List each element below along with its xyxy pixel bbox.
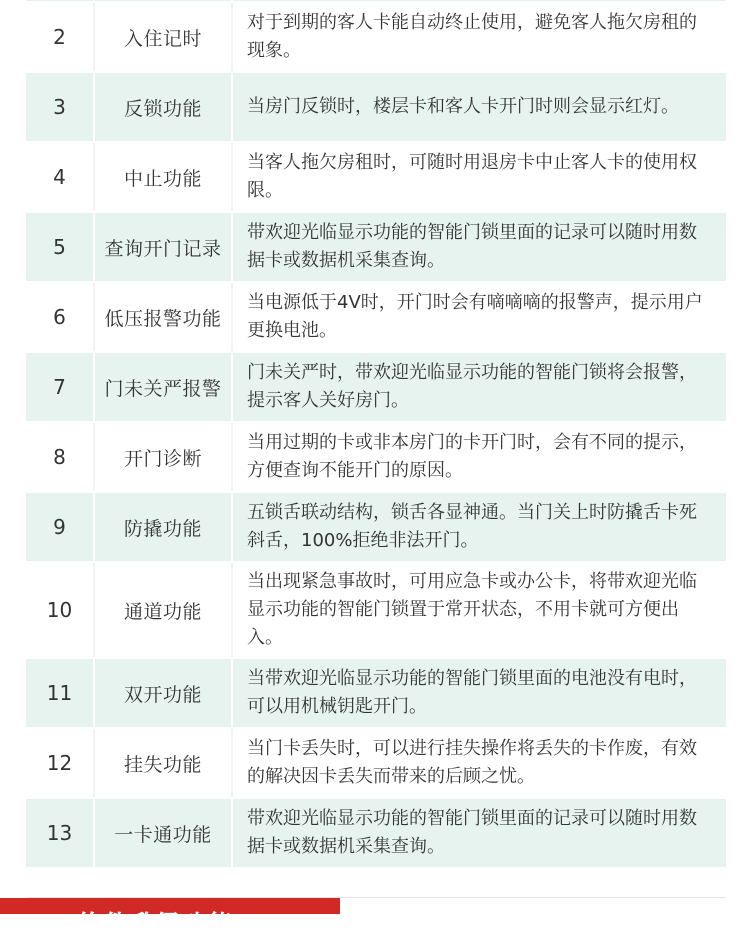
- feature-name: 入住记时: [95, 3, 233, 71]
- feature-name: 双开功能: [95, 659, 233, 727]
- table-row: [26, 563, 726, 659]
- table-row: [26, 659, 726, 729]
- feature-name: 查询开门记录: [95, 213, 233, 281]
- feature-name: 低压报警功能: [95, 283, 233, 351]
- table-row: [26, 283, 726, 353]
- row-number: 11: [26, 659, 95, 727]
- feature-description: [233, 0, 726, 1]
- feature-description: 对于到期的客人卡能自动终止使用，避免客人拖欠房租的现象。: [247, 12, 697, 61]
- feature-description: 当用过期的卡或非本房门的卡开门时，会有不同的提示，方便查询不能开门的原因。: [247, 432, 697, 481]
- feature-description: 门未关严时，带欢迎光临显示功能的智能门锁将会报警，提示客人关好房门。: [247, 362, 697, 411]
- table-row: [26, 423, 726, 493]
- feature-name: 反锁功能: [95, 73, 233, 141]
- feature-description: 五锁舌联动结构，锁舌各显神通。当门关上时防撬舌卡死斜舌，100%拒绝非法开门。: [247, 502, 697, 551]
- feature-name: 开门诊断: [95, 423, 233, 491]
- feature-name: 防撬功能: [95, 493, 233, 561]
- table-row: [26, 213, 726, 283]
- table-row: [26, 799, 726, 869]
- row-number: 8: [26, 423, 95, 491]
- feature-description: 带欢迎光临显示功能的智能门锁里面的记录可以随时用数据卡或数据机采集查询。: [247, 222, 697, 271]
- row-number: 12: [26, 729, 95, 797]
- row-number: 6: [26, 283, 95, 351]
- feature-description: 当电源低于4V时，开门时会有嘀嘀嘀的报警声，提示用户更换电池。: [247, 292, 703, 341]
- feature-description: 当客人拖欠房租时，可随时用退房卡中止客人卡的使用权限。: [247, 152, 697, 201]
- row-number: [26, 0, 95, 1]
- table-row: [26, 493, 726, 563]
- row-number: 9: [26, 493, 95, 561]
- feature-description: 带欢迎光临显示功能的智能门锁里面的记录可以随时用数据卡或数据机采集查询。: [247, 808, 697, 857]
- row-number: 7: [26, 353, 95, 421]
- row-number: 10: [26, 563, 95, 657]
- row-number: 4: [26, 143, 95, 211]
- feature-name: 中止功能: [95, 143, 233, 211]
- feature-table: [26, 0, 726, 869]
- row-number: 5: [26, 213, 95, 281]
- table-row: [26, 73, 726, 143]
- section-banner: [0, 898, 340, 938]
- feature-description: 当带欢迎光临显示功能的智能门锁里面的电池没有电时，可以用机械钥匙开门。: [247, 668, 697, 717]
- row-number: 2: [26, 3, 95, 71]
- feature-name: 一卡通功能: [95, 799, 233, 867]
- table-row: [26, 729, 726, 799]
- table-row: [26, 3, 726, 73]
- feature-name: 通道功能: [95, 563, 233, 657]
- feature-name: 挂失功能: [95, 729, 233, 797]
- row-number: 13: [26, 799, 95, 867]
- feature-description: 当房门反锁时，楼层卡和客人卡开门时则会显示红灯。: [247, 96, 679, 117]
- feature-description: 当出现紧急事故时，可用应急卡或办公卡，将带欢迎光临显示功能的智能门锁置于常开状态，不用卡就可方便出入。: [247, 571, 697, 648]
- row-number: 3: [26, 73, 95, 141]
- section-title: 软件升级功能: [78, 910, 234, 938]
- feature-name: 门未关严报警: [95, 353, 233, 421]
- table-row: [26, 353, 726, 423]
- feature-name: [95, 0, 233, 1]
- feature-description: 当门卡丢失时，可以进行挂失操作将丢失的卡作废，有效的解决因卡丢失而带来的后顾之忧。: [247, 738, 697, 787]
- table-row: [26, 143, 726, 213]
